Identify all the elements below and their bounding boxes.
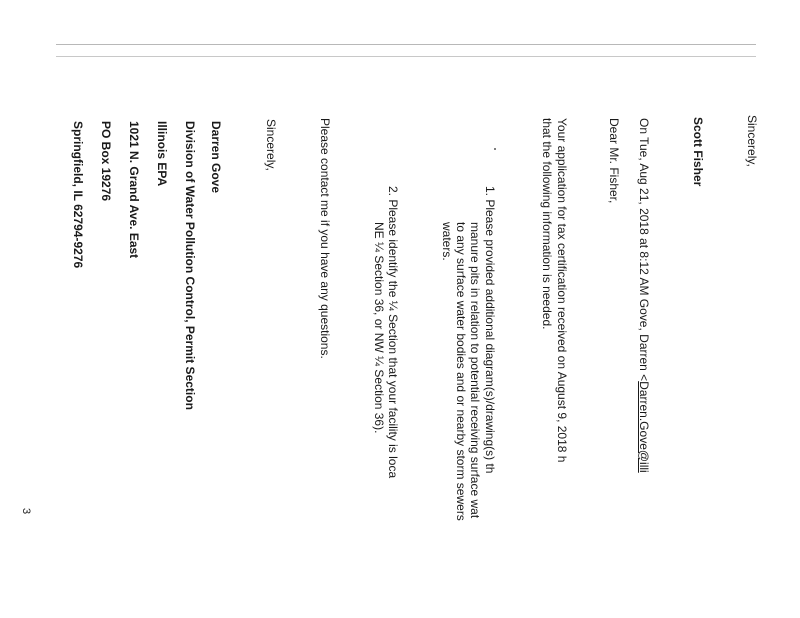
email-header <box>638 118 650 473</box>
signature-po-box: PO Box 19276 <box>99 121 113 202</box>
contact-line: Please contact me if you have any questions. <box>318 118 332 359</box>
item1-line-4: waters. <box>440 222 454 261</box>
scan-rule-bottom <box>56 56 756 57</box>
item2-line-2: NE ¼ Section 36, or NW ¼ Section 36). <box>372 222 386 434</box>
signature-city: Springfield, IL 62794-9276 <box>71 121 85 269</box>
email-header-prefix: On Tue, Aug 21, 2018 at 8:12 AM Gove, Darren < <box>637 118 651 382</box>
salutation: Dear Mr. Fisher, <box>607 118 621 204</box>
closing-top: Sincerely, <box>745 115 759 167</box>
item1-line-3: to any surface water bodies and or nearby storm sewers <box>454 222 468 521</box>
scan-speck <box>494 148 496 150</box>
scan-rule-top <box>56 44 756 45</box>
closing-bottom: Sincerely, <box>264 119 278 171</box>
sender-name: Scott Fisher <box>691 117 705 187</box>
item1-line-1: 1. Please provided additional diagram(s)/drawing(s) th <box>483 186 497 474</box>
item2-line-1: 2. Please identify the ¼ Section that your facility is loca <box>386 186 400 479</box>
intro-line-2: that the following information is needed. <box>540 118 554 330</box>
page-number: 3 <box>20 508 32 515</box>
signature-street: 1021 N. Grand Ave. East <box>127 121 141 259</box>
signature-name: Darren Gove <box>209 121 223 194</box>
signature-agency: Illinois EPA <box>155 121 169 187</box>
signature-division: Division of Water Pollution Control, Permit Section <box>183 121 197 410</box>
intro-line-1: Your application for tax certification received on August 9, 2018 h <box>555 118 569 463</box>
item1-line-2: manure pits in relation to potential receiving surface wat <box>468 222 482 519</box>
email-link[interactable]: Darren.Gove@illi <box>637 381 651 473</box>
